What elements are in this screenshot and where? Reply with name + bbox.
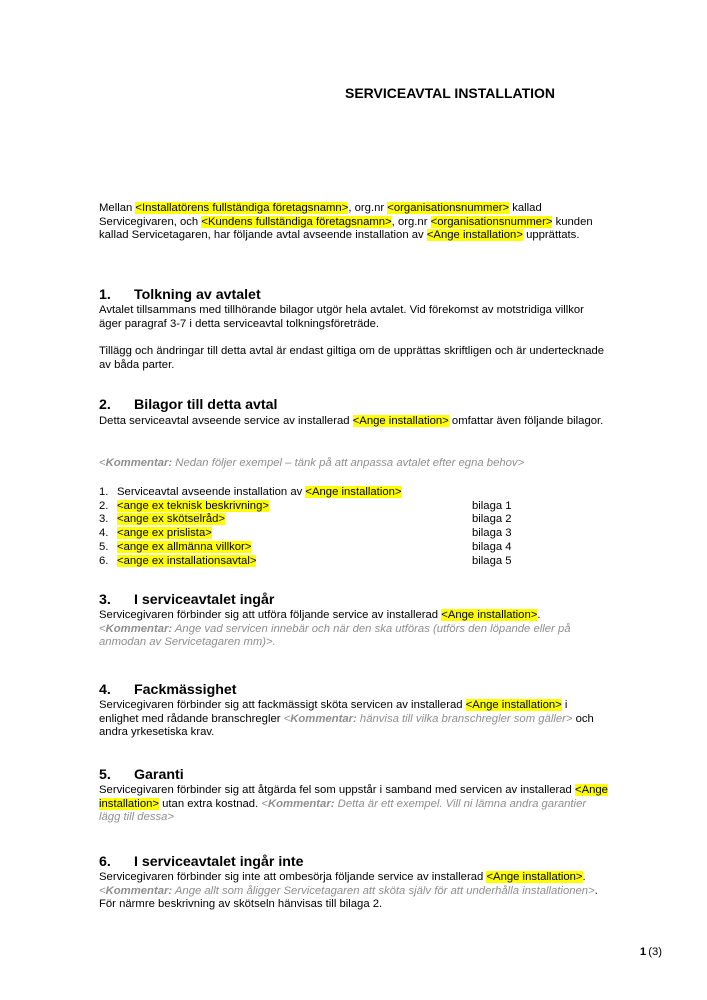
text-run: Servicegivaren förbinder sig att åtgärda fel som uppstår i samband med servicen av installerad [99,784,575,796]
section-1-number: 1. [99,287,111,303]
text-run: Servicegivaren förbinder sig att utföra följande service av installerad [99,609,442,621]
attachment-annex: bilaga 4 [472,540,512,553]
section-6-paragraph-1 [99,871,609,912]
text-run: Detta serviceavtal avseende service av installerad [99,415,353,427]
text-run: <Ange installation> [465,699,562,711]
text-run: Kommentar: [290,712,357,725]
section-5-paragraph-1 [99,784,609,825]
text-run: . [582,871,586,883]
text-run: <ange ex skötselråd> [117,513,226,526]
section-3-heading [99,592,609,609]
text-run: Ange vad servicen innebär och när den ska utföras (utförs den löpande eller på anmodan av Servicetagaren mm)>. [99,622,571,649]
text-run: Detta är ett exempel. Vill ni lämna andra garantier lägg till dessa> [99,797,587,824]
text-run: < [99,884,106,897]
section-4-heading [99,682,609,699]
attachment-number: 3. [99,513,109,526]
page-number [640,946,662,960]
text-run: <Installatörens fullständiga företagsnamn> [135,202,349,214]
section-5-heading [99,767,609,784]
attachment-row [99,486,609,500]
section-5-heading-text: Garanti [134,767,184,783]
text-run: i enlighet med rådande branschregler [99,699,568,725]
section-1-heading [99,287,609,304]
text-run: Avtalet tillsammans med tillhörande bilagor utgör hela avtalet. Vid förekomst av motstridiga villkor äger paragraf 3-7 i detta serviceavtal tolkningsföreträde. [99,304,584,330]
section-3-body [99,609,609,650]
section-1-paragraph-1 [99,304,609,331]
text-run: utan extra kostnad. [158,797,262,810]
text-run: <Ange installation> [441,609,538,621]
attachment-list [99,486,609,568]
attachment-annex: bilaga 1 [472,499,512,512]
text-run: omfattar även följande bilagor. [448,415,604,427]
text-run: Servicegivaren förbinder sig inte att ombesörja följande service av installerad [99,871,487,883]
text-run: Servicegivaren förbinder sig att fackmässigt sköta servicen av installerad [99,699,466,711]
attachment-text [117,486,402,498]
section-6-number: 6. [99,854,111,870]
section-1-paragraph-2 [99,345,609,372]
section-6-heading [99,854,609,871]
text-run: <Ange installation> [486,871,583,883]
section-1-heading-text: Tolkning av avtalet [134,287,261,303]
section-4-paragraph-1 [99,699,609,740]
text-run: <ange ex allmänna villkor> [117,540,252,553]
text-run: Nedan följer exempel – tänk på att anpassa avtalet efter egna behov> [172,457,525,469]
attachment-annex: bilaga 3 [472,527,512,540]
text-run: . För närmre beskrivning av skötseln hänvisas till bilaga 2. [99,884,598,911]
text-run: och andra yrkesetiska krav. [99,712,594,739]
text-run: kunden kallad Servicetagaren, har följande avtal avseende installation av [99,215,593,242]
section-2-heading-text: Bilagor till detta avtal [134,397,278,413]
section-3-heading-text: I serviceavtalet ingår [134,592,275,608]
attachment-number: 2. [99,499,109,512]
section-2-comment [99,457,609,471]
text-run: Kommentar: [267,797,335,810]
attachment-row [99,541,609,555]
attachment-row [99,513,609,527]
attachment-number: 4. [99,527,109,540]
attachment-text [117,500,269,512]
text-run: <Ange installation> [305,486,402,498]
text-run: < [283,712,291,725]
text-run: upprättats. [522,229,580,242]
text-run: <ange ex installationsavtal> [117,554,257,567]
text-run: kallad Servicegivaren, och [99,202,542,228]
page-number-total: (3) [648,946,662,958]
attachment-text [117,555,256,567]
text-run: Kommentar: [105,622,173,635]
attachment-annex: bilaga 2 [472,513,512,526]
text-run: < [261,797,268,810]
text-run: <organisationsnummer> [387,202,510,214]
text-run: Mellan [99,202,136,214]
attachment-number: 1. [99,486,109,498]
text-run: <ange ex teknisk beskrivning> [117,499,269,512]
text-run: <organisationsnummer> [430,215,553,228]
section-3-number: 3. [99,592,111,608]
attachment-row [99,555,609,569]
text-run: < [99,457,106,469]
text-run: , org.nr [391,215,431,228]
text-run: hänvisa till vilka branschregler som gäller> [356,712,573,725]
text-run: Ange allt som åligger Servicetagaren att sköta själv för att underhålla installationen> [172,884,595,897]
attachment-text [117,527,212,539]
page-number-current: 1 [639,946,647,958]
text-run: <Ange installation> [99,784,608,810]
attachment-row [99,500,609,514]
section-2-number: 2. [99,397,111,413]
attachment-text [117,513,225,525]
text-run: <Kundens fullständiga företagsnamn> [201,215,392,228]
section-4-number: 4. [99,682,111,698]
section-5-number: 5. [99,767,111,783]
section-2-paragraph-1 [99,415,609,429]
text-run: Serviceavtal avseende installation av [117,486,306,498]
attachment-number: 6. [99,554,109,567]
text-run: Tillägg och ändringar till detta avtal är endast giltiga om de upprättas skriftligen och är undertecknade av båda parter. [99,345,605,371]
document-title: SERVICEAVTAL INSTALLATION [345,85,556,101]
section-6-heading-text: I serviceavtalet ingår inte [134,854,304,870]
text-run: , org.nr [348,202,388,214]
intro-paragraph [99,202,609,243]
text-run: <Ange installation> [352,415,449,427]
text-run: <ange ex prislista> [117,527,212,540]
text-run: <Ange installation> [426,229,523,242]
section-3-paragraph-1 [99,609,609,623]
attachment-annex: bilaga 5 [472,554,512,567]
attachment-number: 5. [99,540,109,553]
text-run: < [99,622,106,635]
section-2-heading [99,397,609,414]
section-3-comment [99,623,609,650]
section-4-heading-text: Fackmässighet [134,682,237,698]
attachment-row [99,527,609,541]
attachment-text [117,541,251,553]
text-run: Kommentar: [105,457,173,469]
text-run: . [537,609,541,621]
text-run: Kommentar: [105,884,173,897]
